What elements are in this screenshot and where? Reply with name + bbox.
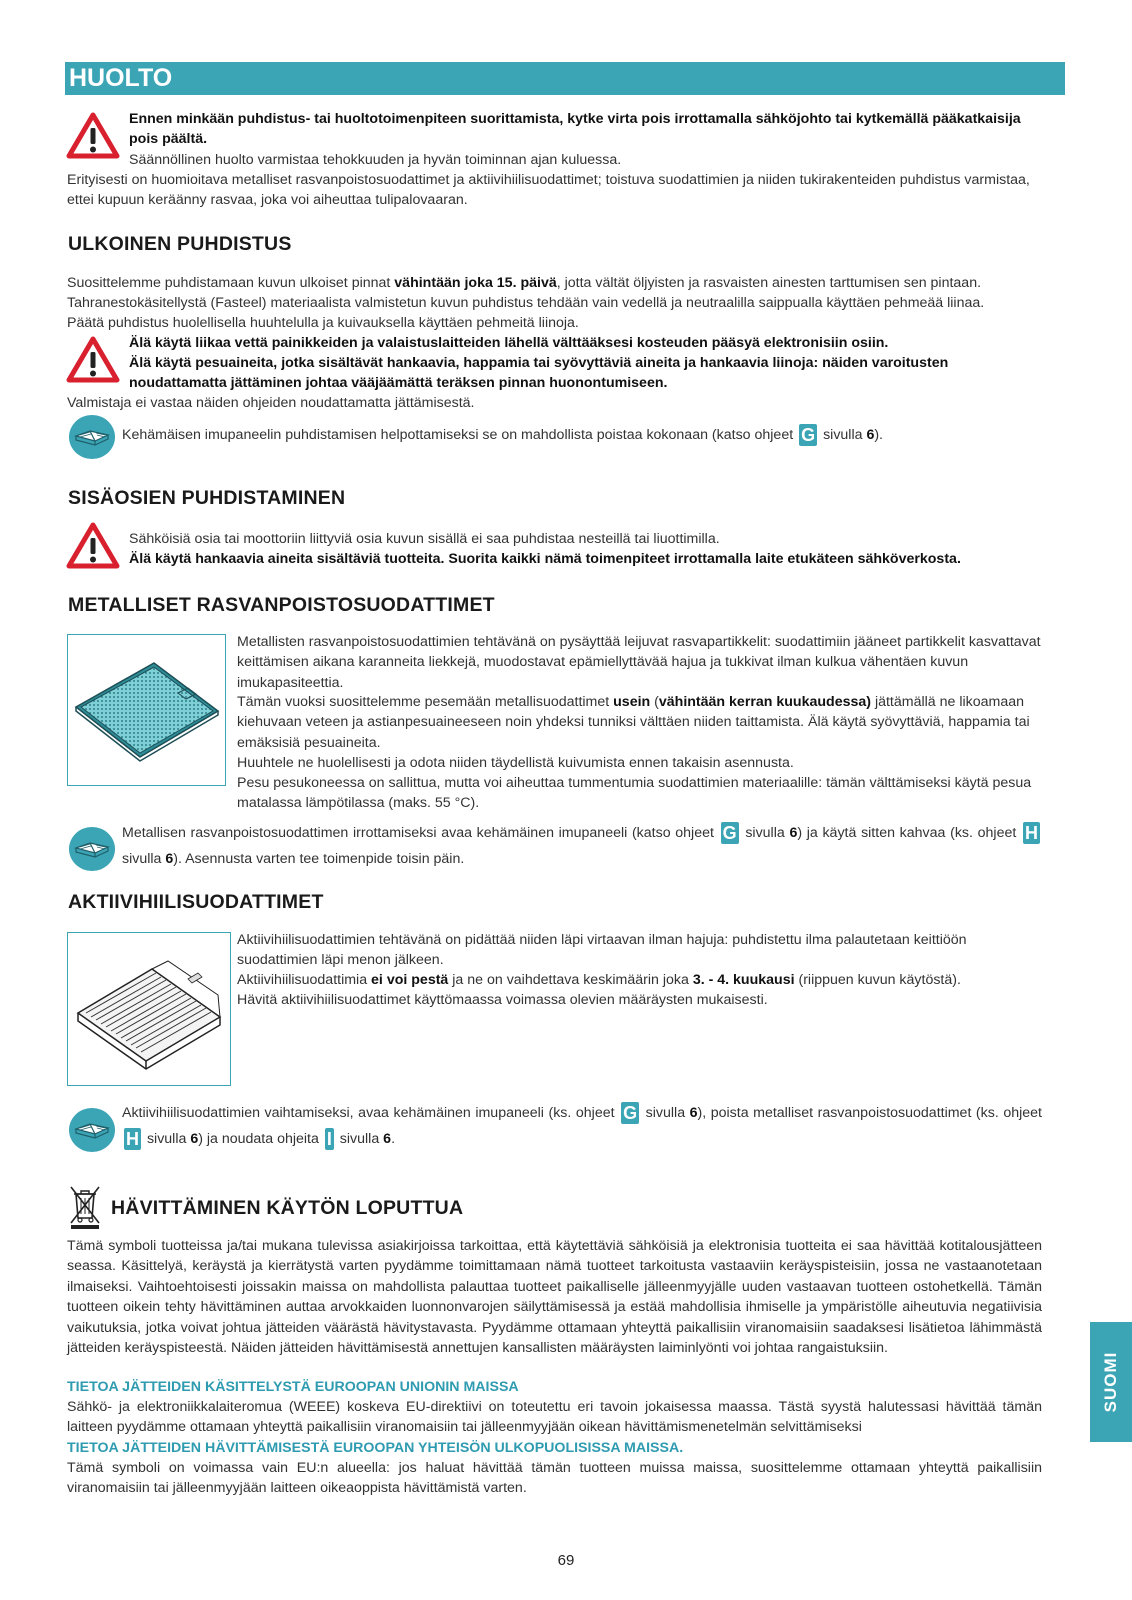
metalliset-note-page-2: 6 xyxy=(165,851,174,867)
ulkoinen-p1 xyxy=(67,273,1047,293)
warning-triangle-icon xyxy=(66,112,120,160)
aktiivi-p2b: ei voi pestä xyxy=(371,972,449,988)
metalliset-note xyxy=(122,820,1042,872)
aktiivi-note-g: . xyxy=(391,1131,396,1147)
crossed-bin-icon xyxy=(68,1185,102,1229)
ulkoinen-note-page: 6 xyxy=(866,427,875,443)
heading-sisaosien-puhdistaminen: SISÄOSIEN PUHDISTAMINEN xyxy=(68,487,346,509)
page-number: 69 xyxy=(557,1552,575,1569)
metalliset-p2a: Tämän vuoksi suosittelemme pesemään metallisuodattimet xyxy=(237,694,614,710)
havittaminen-p2: Sähkö- ja elektroniikkalaiteromua (WEEE) koskeva EU-direktiivi on toteutettu eri tavoin jokaisessa maassa. Tästä syystä halutessasi hävittää tämän laitteen pyydämme ottamaan yhteyttä paikallisiin viranomaisiin tai jälleenmyyjään oikean hävittämismenetelmän selvittämiseksi xyxy=(67,1399,1042,1436)
aktiivi-note-page-2: 6 xyxy=(190,1131,199,1147)
aktiivi-note-f: sivulla xyxy=(335,1131,384,1147)
havittaminen-subheading-non-eu: TIETOA JÄTTEIDEN HÄVITTÄMISESTÄ EUROOPAN YHTEISÖN ULKOPUOLISISSA MAISSA. xyxy=(67,1440,684,1456)
language-side-tab-label: SUOMI xyxy=(1101,1351,1120,1413)
aktiivi-p2d: 3. - 4. kuukausi xyxy=(692,972,795,988)
instruction-badge-g: G xyxy=(722,823,737,843)
aktiivi-note-a: Aktiivihiilisuodattimien vaihtamiseksi, avaa kehämäinen imupaneeli (ks. ohjeet xyxy=(122,1105,620,1121)
aktiivi-note-e: ) ja noudata ohjeita xyxy=(198,1131,323,1147)
heading-metalliset: METALLISET RASVANPOISTOSUODATTIMET xyxy=(68,594,495,616)
warning-triangle-icon xyxy=(66,336,120,384)
section-banner xyxy=(65,62,1065,95)
metalliset-note-page-1: 6 xyxy=(789,825,798,841)
ulkoinen-note-b: sivulla xyxy=(819,427,867,443)
ulkoinen-p4: Valmistaja ei vastaa näiden ohjeiden noudattamatta jättämisestä. xyxy=(67,395,475,411)
metalliset-p2e: jättämällä ne likoamaan kiehuvaan veteen ja astianpesuaineeseen noin yhdeksi tunniksi välttäen niiden taittamista. Älä käytä syövyttäviä, happamia tai emäksisiä pesuaineita. xyxy=(237,694,1030,751)
heading-havittaminen: HÄVITTÄMINEN KÄYTÖN LOPUTTUA xyxy=(111,1197,464,1219)
ulkoinen-note-c: ). xyxy=(874,427,883,443)
intro-line-2: Erityisesti on huomioitava metalliset rasvanpoistosuodattimet ja aktiivihiilisuodattimet; toistuva suodattimien ja niiden tukirakenteiden puhdistus varmistaa, ettei kupuun keräänny rasvaa, joka voi aiheuttaa tulipalovaaran. xyxy=(67,172,1030,209)
grease-filter-icon xyxy=(68,635,225,785)
metalliset-p2b: usein xyxy=(613,694,651,710)
sisaosat-line-1: Sähköisiä osia tai moottoriin liittyviä osia kuvun sisällä ei saa puhdistaa nesteillä tai liuottimilla. xyxy=(129,531,720,547)
aktiivi-note-page-3: 6 xyxy=(383,1131,392,1147)
metalliset-p3: Huuhtele ne huolellisesti ja odota niiden täydellistä kuivumista ennen takaisin asennusta. xyxy=(237,755,794,771)
aktiivi-note-d: sivulla xyxy=(143,1131,191,1147)
ulkoinen-warning-1: Älä käytä liikaa vettä painikkeiden ja valaistuslaitteiden lähellä välttääksesi kosteuden pääsyä elektronisiin osiin. xyxy=(129,335,889,351)
metalliset-p1: Metallisten rasvanpoistosuodattimien tehtävänä on pysäyttää leijuvat rasvapartikkelit: suodattimiin jääneet partikkelit kasvattavat keittämisen aikana karanneita liekkejä, muodostavat epämiellyttävää hajua ja tukkivat ilman kulkua vähentäen kuvun imukapasiteettia. xyxy=(237,634,1041,691)
aktiivi-p2a: Aktiivihiilisuodattimia xyxy=(237,972,372,988)
aktiivi-note-page-1: 6 xyxy=(689,1105,698,1121)
metalliset-p2c: ( xyxy=(650,694,659,710)
aktiivi-note-c: ), poista metalliset rasvanpoistosuodattimet (ks. ohjeet xyxy=(697,1105,1042,1121)
metalliset-note-d: sivulla xyxy=(122,851,166,867)
open-book-icon xyxy=(68,1107,116,1153)
aktiivi-p3: Hävitä aktiivihiilisuodattimet käyttömaassa voimassa olevien määräysten mukaisesti. xyxy=(237,992,768,1008)
ulkoinen-note xyxy=(122,424,1042,446)
metalliset-note-a: Metallisen rasvanpoistosuodattimen irrottamiseksi avaa kehämäinen imupaneeli (katso ohjeet xyxy=(122,825,719,841)
metalliset-p2 xyxy=(237,692,1042,753)
intro-line-1: Säännöllinen huolto varmistaa tehokkuuden ja hyvän toiminnan ajan kuluessa. xyxy=(129,152,622,168)
metalliset-note-b: sivulla xyxy=(740,825,790,841)
ulkoinen-note-a: Kehämäisen imupaneelin puhdistamisen helpottamiseksi se on mahdollista poistaa kokonaan (katso ohjeet xyxy=(122,427,798,443)
heading-ulkoinen-puhdistus: ULKOINEN PUHDISTUS xyxy=(68,233,292,255)
carbon-filter-illustration xyxy=(67,932,231,1086)
sisaosat-line-2: Älä käytä hankaavia aineita sisältäviä tuotteita. Suorita kaikki nämä toimenpiteet irrottamalla laite etukäteen sähköverkosta. xyxy=(129,551,961,567)
heading-aktiivihiilisuodattimet: AKTIIVIHIILISUODATTIMET xyxy=(68,891,324,913)
open-book-icon xyxy=(68,414,116,460)
aktiivi-note-b: sivulla xyxy=(641,1105,690,1121)
metalliset-p4: Pesu pesukoneessa on sallittua, mutta voi aiheuttaa tummentumia suodattimien materiaalille: tämän välttämiseksi käytä pesua matalassa lämpötilassa (maks. 55 °C). xyxy=(237,775,1032,812)
metalliset-note-c: ) ja käytä sitten kahvaa (ks. ohjeet xyxy=(797,825,1021,841)
instruction-badge-h: H xyxy=(1024,823,1038,843)
instruction-badge-h: H xyxy=(126,1129,139,1149)
aktiivi-p2c: ja ne on vaihdettava keskimäärin joka xyxy=(448,972,693,988)
banner-title: HUOLTO xyxy=(69,64,173,92)
warning-triangle-icon xyxy=(66,522,120,570)
intro-warning xyxy=(129,109,1042,150)
instruction-badge-i: I xyxy=(326,1129,332,1149)
havittaminen-p3: Tämä symboli on voimassa vain EU:n alueella: jos haluat hävittää tämän tuotteen muissa maissa, suosittelemme ottamaan yhteyttä paikallisiin viranomaisiin tai jälleenmyyjään laitteen oikeaoppista hävittämistä varten. xyxy=(67,1460,1042,1497)
aktiivi-p1: Aktiivihiilisuodattimien tehtävänä on pidättää niiden läpi virtaavan ilman hajuja: puhdistettu ilma palautetaan keittiöön suodattimien läpi menon jälkeen. xyxy=(237,932,967,969)
ulkoinen-warning-2: Älä käytä pesuaineita, jotka sisältävät hankaavia, happamia tai syövyttäviä aineita ja hankaavia liinoja: näiden varoitusten noudattamatta jättäminen johtaa vääjäämättä teräksen pinnan huonontumiseen. xyxy=(129,355,949,392)
instruction-badge-g: G xyxy=(623,1103,638,1123)
metalliset-note-e: ). Asennusta varten tee toimenpide toisin päin. xyxy=(173,851,465,867)
open-book-icon xyxy=(68,826,116,872)
instruction-badge-g: G xyxy=(801,425,816,445)
aktiivi-p2 xyxy=(237,970,1042,990)
havittaminen-p1: Tämä symboli tuotteissa ja/tai mukana tulevissa asiakirjoissa tarkoittaa, että käytettäviä sähköisiä ja elektronisia tuotteita ei saa hävittää kotitalousjätteen seassa. Käsittelyä, keräystä ja kierrätystä varten pyydämme toimittamaan nämä tuotteet tarkoitusta vastaaviin keräyspisteisiin, jossa ne vastaanotetaan ilmaiseksi. Vaihtoehtoisesti joissakin maissa on mahdollista palauttaa tuotteet paikalliselle jälleenmyyjälle uuden vastaavan tuotteen ostohetkellä. Tämän tuotteen oikein tehty hävittäminen auttaa arvokkaiden luonnonvarojen säilyttämisessä ja estää mahdollisia ihmiselle ja ympäristölle aiheutuvia negatiivisia vaikutuksia, jotka voivat johtua jätteiden väärästä hävitystavasta. Pyydämme ottamaan yhteyttä paikallisiin viranomaisiin saadaksesi lisätietoa lähimmästä jätteiden keräyspisteestä. Näiden jätteiden hävittämisestä annettujen kansallisten määräysten laiminlyönti voi johtaa rangaistuksiin. xyxy=(67,1238,1042,1357)
havittaminen-subheading-eu: TIETOA JÄTTEIDEN KÄSITTELYSTÄ EUROOPAN UNIONIN MAISSA xyxy=(67,1379,519,1395)
grease-filter-illustration xyxy=(67,634,226,786)
ulkoinen-p1b: vähintään joka 15. päivä xyxy=(394,275,557,291)
ulkoinen-p3: Päätä puhdistus huolellisella huuhtelulla ja kuivauksella käyttäen pehmeitä liinoja. xyxy=(67,315,579,331)
ulkoinen-p1c: , jotta vältät öljyisten ja rasvaisten ainesten tarttumisen sen pintaan. xyxy=(556,275,982,291)
aktiivi-p2e: (riippuen kuvun käytöstä). xyxy=(794,972,961,988)
ulkoinen-p2: Tahranestokäsitellystä (Fasteel) materiaalista valmistetun kuvun puhdistus tehdään vain vedellä ja neutraalilla saippualla käyttäen pehmeää liinaa. xyxy=(67,295,985,311)
intro-warning-text: Ennen minkään puhdistus- tai huoltotoimenpiteen suorittamista, kytke virta pois irrottamalla sähköjohto tai kytkemällä pääkatkaisija pois päältä. xyxy=(129,111,1021,148)
aktiivi-note xyxy=(122,1100,1042,1152)
language-side-tab xyxy=(1090,1322,1132,1442)
metalliset-p2d: vähintään kerran kuukaudessa) xyxy=(658,694,871,710)
carbon-filter-icon xyxy=(68,933,230,1085)
ulkoinen-p1a: Suosittelemme puhdistamaan kuvun ulkoiset pinnat xyxy=(67,275,395,291)
